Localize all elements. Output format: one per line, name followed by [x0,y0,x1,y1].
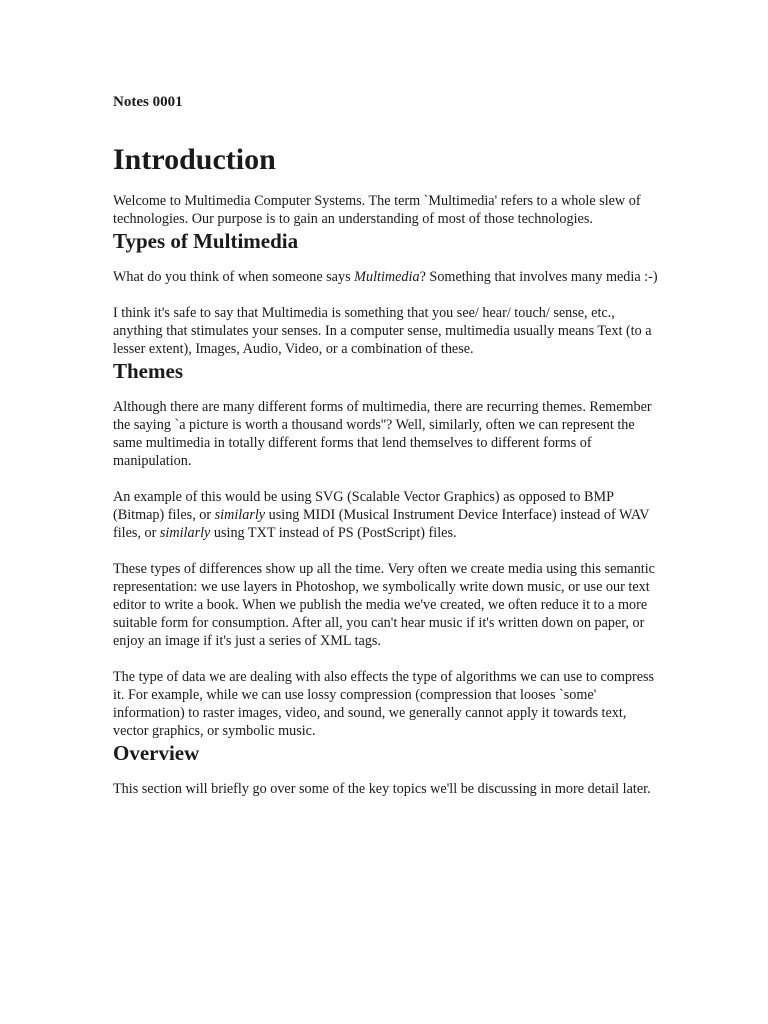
section-heading-types: Types of Multimedia [113,229,299,253]
themes-paragraph-3: These types of differences show up all the time. Very often we create media using this semantic representation: we use layers in Photoshop, we symbolically write down music, or use our text editor to write a book. When we publish the media we've created, we often reduce it to a more suitable form for consumption. After all, you can't hear music if it's written down on paper, or enjoy an image if it's just a series of XML tags. [113,561,655,649]
document-body [113,92,658,798]
text-span: using MIDI (Musical Instrument Device Interface) instead of WAV files, or [113,507,650,541]
types-paragraph-1 [113,268,658,286]
text-span: An example of this would be using SVG (Scalable Vector Graphics) as opposed to BMP (Bitmap) files, or [113,489,614,523]
notes-label: Notes 0001 [113,94,183,110]
section-heading-themes: Themes [113,359,183,383]
intro-paragraph: Welcome to Multimedia Computer Systems. The term `Multimedia' refers to a whole slew of technologies. Our purpose is to gain an understanding of most of those technologies. [113,193,641,227]
themes-paragraph-4: The type of data we are dealing with also effects the type of algorithms we can use to compress it. For example, while we can use lossy compression (compression that looses `some' information) to raster images, video, and sound, we generally cannot apply it towards text, vector graphics, or symbolic music. [113,669,655,739]
text-span: ? Something that involves many media :-) [419,269,658,285]
themes-paragraph-1: Although there are many different forms of multimedia, there are recurring themes. Remember the saying `a picture is worth a thousand words''? Well, similarly, often we can represent the same multimedia in totally different forms that lend themselves to different forms of manipulation. [113,399,652,469]
section-heading-overview: Overview [113,741,200,765]
themes-paragraph-2 [113,488,658,542]
emphasis-text: similarly [159,525,211,541]
types-paragraph-2: I think it's safe to say that Multimedia is something that you see/ hear/ touch/ sense, etc., anything that stimulates your senses. In a computer sense, multimedia usually means Text (to a lesser extent), Images, Audio, Video, or a combination of these. [113,305,652,357]
text-span: What do you think of when someone says [113,269,355,285]
overview-paragraph-1: This section will briefly go over some of the key topics we'll be discussing in more detail later. [113,781,651,797]
text-span: using TXT instead of PS (PostScript) files. [210,525,457,541]
page-title: Introduction [113,143,276,176]
emphasis-text: similarly [214,507,266,523]
emphasis-text: Multimedia [354,269,420,285]
